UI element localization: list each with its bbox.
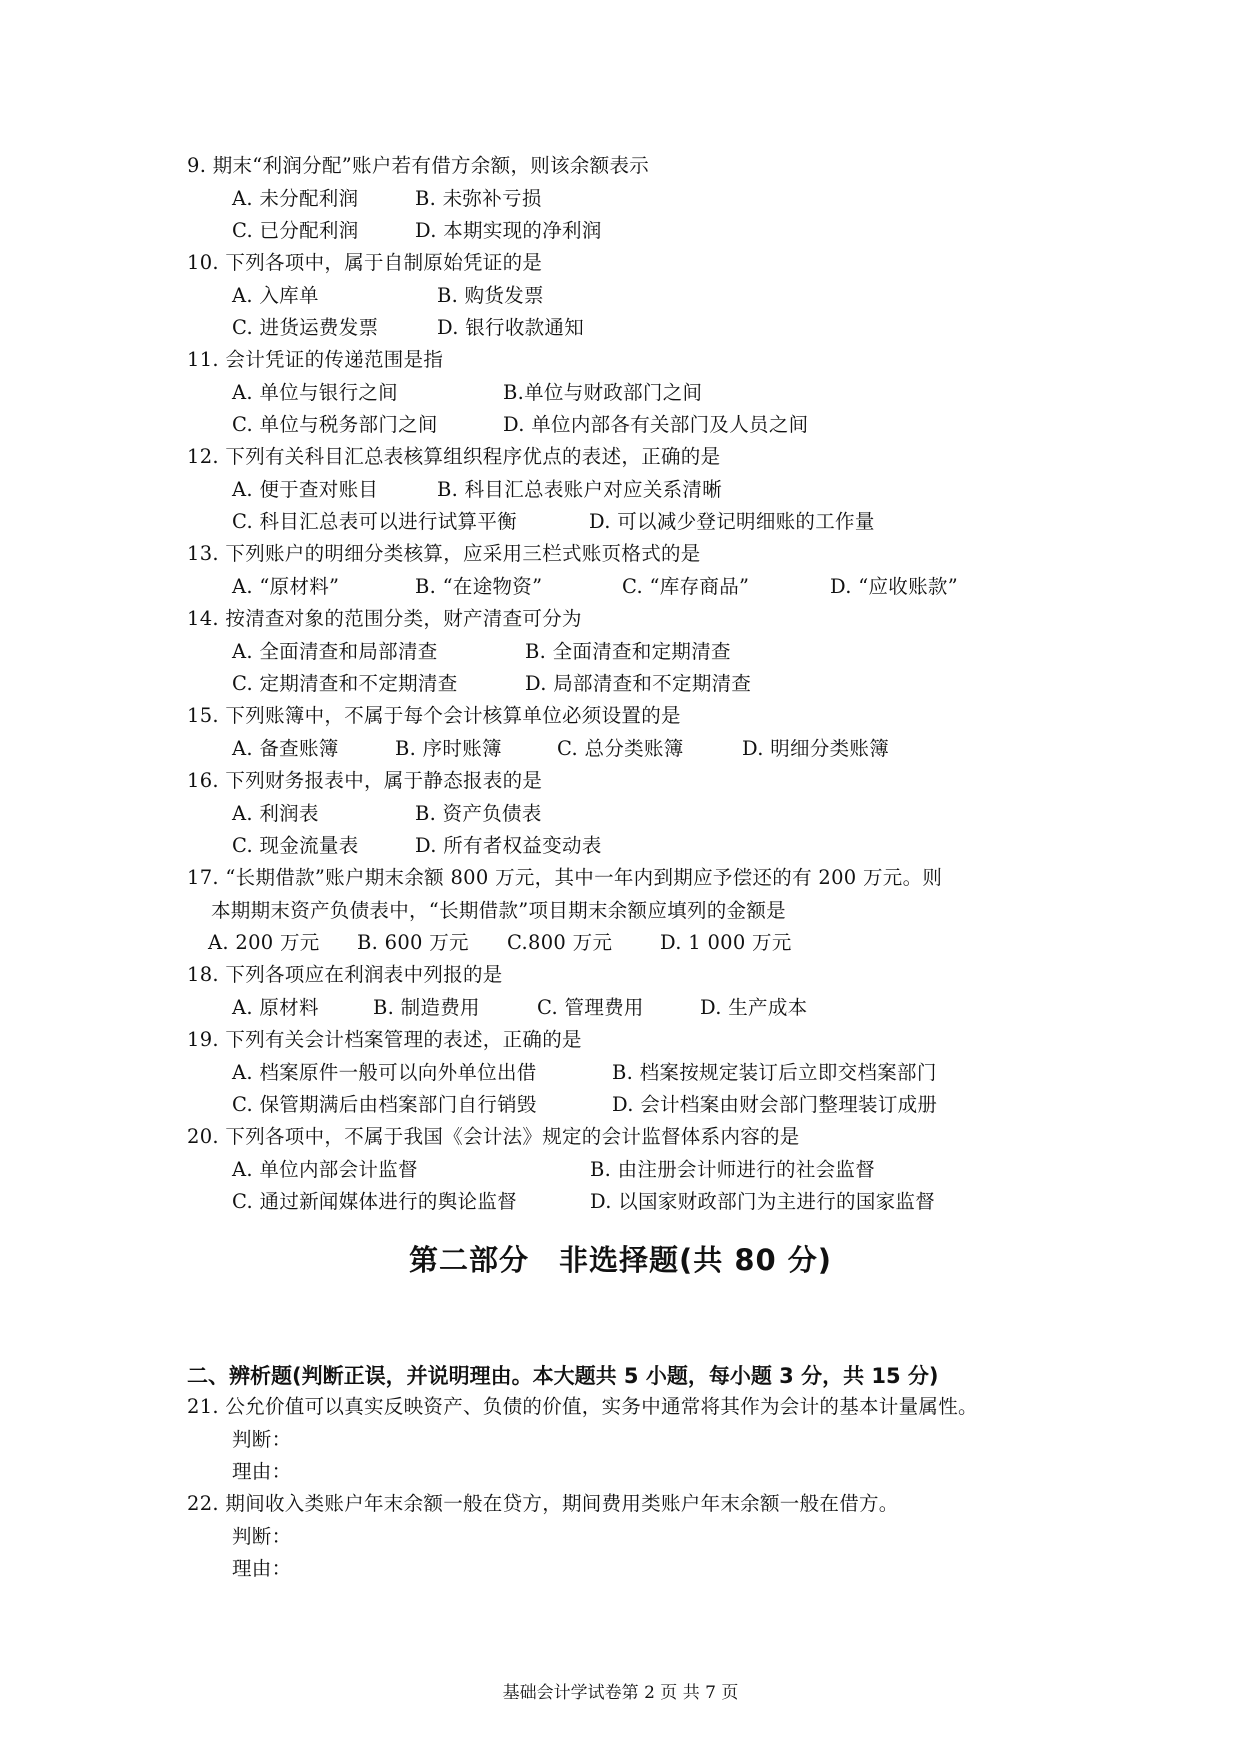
q12-option-c: C. 科目汇总表可以进行试算平衡 <box>232 510 517 533</box>
question-14-stem: 14. 按清查对象的范围分类，财产清查可分为 <box>187 607 582 630</box>
part-two-title: 第二部分 非选择题(共 80 分) <box>408 1243 833 1277</box>
q16-option-c: C. 现金流量表 <box>232 834 359 857</box>
q9-option-d: D. 本期实现的净利润 <box>415 219 602 242</box>
question-18-stem: 18. 下列各项应在利润表中列报的是 <box>187 963 503 986</box>
q17-option-c: C.800 万元 <box>507 931 613 954</box>
q20-option-a: A. 单位内部会计监督 <box>232 1158 418 1181</box>
q16-option-a: A. 利润表 <box>232 802 319 825</box>
section-two-title: 二、辨析题(判断正误，并说明理由。本大题共 5 小题，每小题 3 分，共 15 分) <box>187 1364 939 1388</box>
q13-option-a: A. “原材料” <box>232 575 340 598</box>
q11-option-a: A. 单位与银行之间 <box>232 381 398 404</box>
q17-option-d: D. 1 000 万元 <box>660 931 792 954</box>
q15-option-b: B. 序时账簿 <box>395 737 502 760</box>
q20-option-c: C. 通过新闻媒体进行的舆论监督 <box>232 1190 517 1213</box>
q18-option-c: C. 管理费用 <box>537 996 644 1019</box>
question-19-stem: 19. 下列有关会计档案管理的表述，正确的是 <box>187 1028 582 1051</box>
q11-option-d: D. 单位内部各有关部门及人员之间 <box>503 413 809 436</box>
q17-option-b: B. 600 万元 <box>357 931 469 954</box>
question-22-stem: 22. 期间收入类账户年末余额一般在贷方，期间费用类账户年末余额一般在借方。 <box>187 1492 899 1515</box>
q10-option-a: A. 入库单 <box>232 284 319 307</box>
q15-option-c: C. 总分类账簿 <box>557 737 684 760</box>
question-17-stem: 17. “长期借款”账户期末余额 800 万元，其中一年内到期应予偿还的有 200 万元。则 <box>187 866 943 889</box>
q18-option-a: A. 原材料 <box>232 996 319 1019</box>
q16-option-d: D. 所有者权益变动表 <box>415 834 602 857</box>
question-10-stem: 10. 下列各项中，属于自制原始凭证的是 <box>187 251 543 274</box>
q20-option-d: D. 以国家财政部门为主进行的国家监督 <box>590 1190 936 1213</box>
q21-reason-label: 理由： <box>232 1460 292 1483</box>
q17-option-a: A. 200 万元 <box>208 931 320 954</box>
q19-option-a: A. 档案原件一般可以向外单位出借 <box>232 1061 537 1084</box>
question-12-stem: 12. 下列有关科目汇总表核算组织程序优点的表述，正确的是 <box>187 445 721 468</box>
question-20-stem: 20. 下列各项中，不属于我国《会计法》规定的会计监督体系内容的是 <box>187 1125 800 1148</box>
q15-option-a: A. 备查账簿 <box>232 737 339 760</box>
question-13-stem: 13. 下列账户的明细分类核算，应采用三栏式账页格式的是 <box>187 542 701 565</box>
q20-option-b: B. 由注册会计师进行的社会监督 <box>590 1158 876 1181</box>
q14-option-a: A. 全面清查和局部清查 <box>232 640 438 663</box>
question-9-stem: 9. 期末“利润分配”账户若有借方余额，则该余额表示 <box>187 154 650 177</box>
q12-option-d: D. 可以减少登记明细账的工作量 <box>589 510 875 533</box>
question-16-stem: 16. 下列财务报表中，属于静态报表的是 <box>187 769 543 792</box>
q18-option-d: D. 生产成本 <box>700 996 808 1019</box>
question-15-stem: 15. 下列账簿中，不属于每个会计核算单位必须设置的是 <box>187 704 681 727</box>
q22-judge-label: 判断： <box>232 1525 292 1548</box>
q19-option-d: D. 会计档案由财会部门整理装订成册 <box>612 1093 938 1116</box>
q12-option-b: B. 科目汇总表账户对应关系清晰 <box>437 478 723 501</box>
q21-judge-label: 判断： <box>232 1428 292 1451</box>
q14-option-d: D. 局部清查和不定期清查 <box>525 672 752 695</box>
q19-option-b: B. 档案按规定装订后立即交档案部门 <box>612 1061 937 1084</box>
q13-option-d: D. “应收账款” <box>830 575 958 598</box>
q9-option-a: A. 未分配利润 <box>232 187 359 210</box>
q14-option-b: B. 全面清查和定期清查 <box>525 640 731 663</box>
q11-option-c: C. 单位与税务部门之间 <box>232 413 438 436</box>
q15-option-d: D. 明细分类账簿 <box>742 737 890 760</box>
q9-option-b: B. 未弥补亏损 <box>415 187 542 210</box>
q13-option-c: C. “库存商品” <box>622 575 750 598</box>
question-11-stem: 11. 会计凭证的传递范围是指 <box>187 348 444 371</box>
q22-reason-label: 理由： <box>232 1557 292 1580</box>
q13-option-b: B. “在途物资” <box>415 575 543 598</box>
q19-option-c: C. 保管期满后由档案部门自行销毁 <box>232 1093 537 1116</box>
q10-option-d: D. 银行收款通知 <box>437 316 585 339</box>
question-21-stem: 21. 公允价值可以真实反映资产、负债的价值，实务中通常将其作为会计的基本计量属性。 <box>187 1395 978 1418</box>
q12-option-a: A. 便于查对账目 <box>232 478 379 501</box>
q10-option-b: B. 购货发票 <box>437 284 544 307</box>
q18-option-b: B. 制造费用 <box>373 996 480 1019</box>
page-footer: 基础会计学试卷第 2 页 共 7 页 <box>502 1683 739 1703</box>
q11-option-b: B.单位与财政部门之间 <box>503 381 703 404</box>
q10-option-c: C. 进货运费发票 <box>232 316 379 339</box>
question-17-stem-line2: 本期期末资产负债表中，“长期借款”项目期末余额应填列的金额是 <box>211 899 786 922</box>
q16-option-b: B. 资产负债表 <box>415 802 542 825</box>
q9-option-c: C. 已分配利润 <box>232 219 359 242</box>
q14-option-c: C. 定期清查和不定期清查 <box>232 672 458 695</box>
